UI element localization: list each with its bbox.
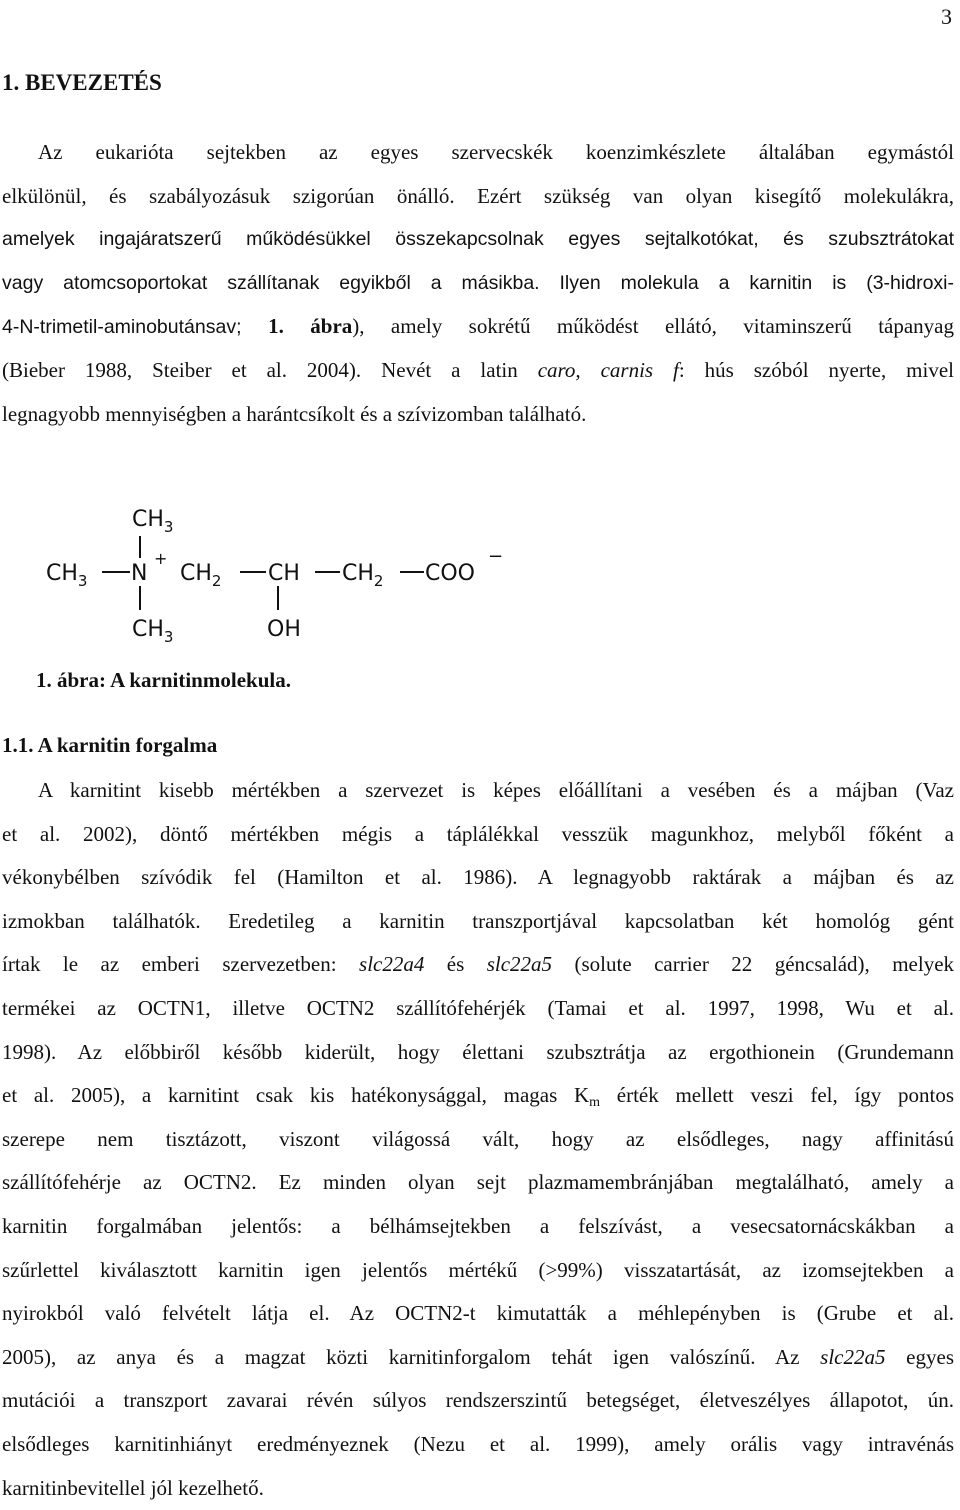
body-line-8 — [2, 1074, 954, 1118]
intro-line-6 — [2, 349, 954, 393]
body-paragraph — [2, 769, 954, 1510]
ch3-top-label: $CH_3$ — [132, 507, 173, 536]
intro-paragraph — [2, 131, 954, 436]
carboxylate-label: COO — [425, 561, 475, 586]
body-line-15: mutációi a transzport zavarai révén súlyos rendszerszintű betegséget, életveszélyes állapotot, ún. — [2, 1379, 954, 1423]
ch-label: CH — [268, 561, 300, 586]
body-line-3: vékonybélben szívódik fel (Hamilton et al. 1986). A legnagyobb raktárak a májban és az — [2, 856, 954, 900]
intro-line-6-end: : hús szóból nyerte, mivel — [679, 358, 954, 382]
body-line-4: izmokban találhatók. Eredetileg a karnitin transzportjával kapcsolatban két homológ gént — [2, 900, 954, 944]
ch2-first-label: $CH_2$ — [180, 561, 221, 590]
intro-line-4: vagy atomcsoportokat szállítanak egyikből a másikba. Ilyen molekula a karnitin is (3-hidroxi- — [2, 262, 954, 306]
body-line-14-end: egyes — [885, 1345, 954, 1369]
intro-line-7: legnagyobb mennyiségben a harántcsíkolt és a szívizomban található. — [2, 393, 954, 437]
positive-charge: + — [154, 549, 167, 568]
body-line-5-end: (solute carrier 22 géncsalád), melyek — [552, 952, 954, 976]
intro-line-5-end: ), amely sokrétű működést ellátó, vitaminszerű tápanyag — [352, 314, 954, 338]
body-line-7: 1998). Az előbbiről később kiderült, hogy élettani szubsztrátja az ergothionein (Grundemann — [2, 1031, 954, 1075]
intro-line-5 — [2, 305, 954, 349]
section-title: 1. BEVEZETÉS — [2, 70, 162, 96]
nitrogen-label: N — [131, 561, 147, 586]
body-line-2: et al. 2002), döntő mértékben mégis a táplálékkal vesszük magunkhoz, melyből főként a — [2, 813, 954, 857]
intro-line-1: Az eukarióta sejtekben az egyes szervecskék koenzimkészlete általában egymástól — [2, 131, 954, 175]
ch2-second-label: $CH_2$ — [342, 561, 383, 590]
body-line-5 — [2, 943, 954, 987]
intro-line-2: elkülönül, és szabályozásuk szigorúan önálló. Ezért szükség van olyan kisegítő molekulákra, — [2, 175, 954, 219]
body-line-17: karnitinbevitellel jól kezelhető. — [2, 1467, 954, 1510]
body-line-10: szállítófehérje az OCTN2. Ez minden olyan sejt plazmamembránjában megtalálható, amely a — [2, 1161, 954, 1205]
body-line-14-start: 2005), az anya és a magzat közti karnitinforgalom tehát igen valószínű. Az — [2, 1345, 820, 1369]
gene-slc22a5: slc22a5 — [487, 952, 552, 976]
figure-caption: 1. ábra: A karnitinmolekula. — [36, 668, 291, 693]
body-line-1: A karnitint kisebb mértékben a szervezet is képes előállítani a vesében és a májban (Vaz — [2, 769, 954, 813]
gene-slc22a5-mention: slc22a5 — [820, 1345, 885, 1369]
ch3-bottom-label: $CH_3$ — [132, 617, 173, 646]
body-line-5-mid: és — [424, 952, 486, 976]
gene-slc22a4: slc22a4 — [359, 952, 424, 976]
body-line-14 — [2, 1336, 954, 1380]
intro-line-3: amelyek ingajáratszerű működésükkel összekapcsolnak egyes sejtalkotókat, és szubsztrátokat — [2, 218, 954, 262]
body-line-9: szerepe nem tisztázott, viszont világossá vált, hogy az elsődleges, nagy affinitású — [2, 1118, 954, 1162]
body-line-8-start: et al. 2005), a karnitint csak kis hatékonysággal, magas K — [2, 1083, 589, 1107]
body-line-5-start: írtak le az emberi szervezetben: — [2, 952, 359, 976]
latin-term: caro, carnis f — [538, 358, 679, 382]
body-line-6: termékei az OCTN1, illetve OCTN2 szállítófehérjék (Tamai et al. 1997, 1998, Wu et al. — [2, 987, 954, 1031]
hydroxyl-label: OH — [267, 617, 301, 642]
body-line-8-end: érték mellett veszi fel, így pontos — [600, 1083, 954, 1107]
ch3-left-label: $CH_3$ — [46, 561, 87, 590]
intro-line-6-start: (Bieber 1988, Steiber et al. 2004). Nevét a latin — [2, 358, 538, 382]
body-line-16: elsődleges karnitinhiányt eredményeznek (Nezu et al. 1999), amely orális vagy intravénás — [2, 1423, 954, 1467]
km-subscript: m — [589, 1095, 600, 1110]
intro-line-5-start: 4-N-trimetil-aminobutánsav; — [2, 316, 268, 338]
negative-charge: − — [488, 546, 503, 567]
page-number: 3 — [941, 4, 952, 30]
body-line-11: karnitin forgalmában jelentős: a bélhámsejtekben a felszívást, a vesecsatornácskákban a — [2, 1205, 954, 1249]
carnitine-structure-diagram — [40, 496, 520, 646]
body-line-13: nyirokból való felvételt látja el. Az OCTN2-t kimutatták a méhlepényben is (Grube et al. — [2, 1292, 954, 1336]
figure-reference: 1. ábra — [268, 314, 352, 338]
subsection-title: 1.1. A karnitin forgalma — [2, 733, 217, 758]
body-line-12: szűrlettel kiválasztott karnitin igen jelentős mértékű (>99%) visszatartását, az izomsejtekben a — [2, 1249, 954, 1293]
